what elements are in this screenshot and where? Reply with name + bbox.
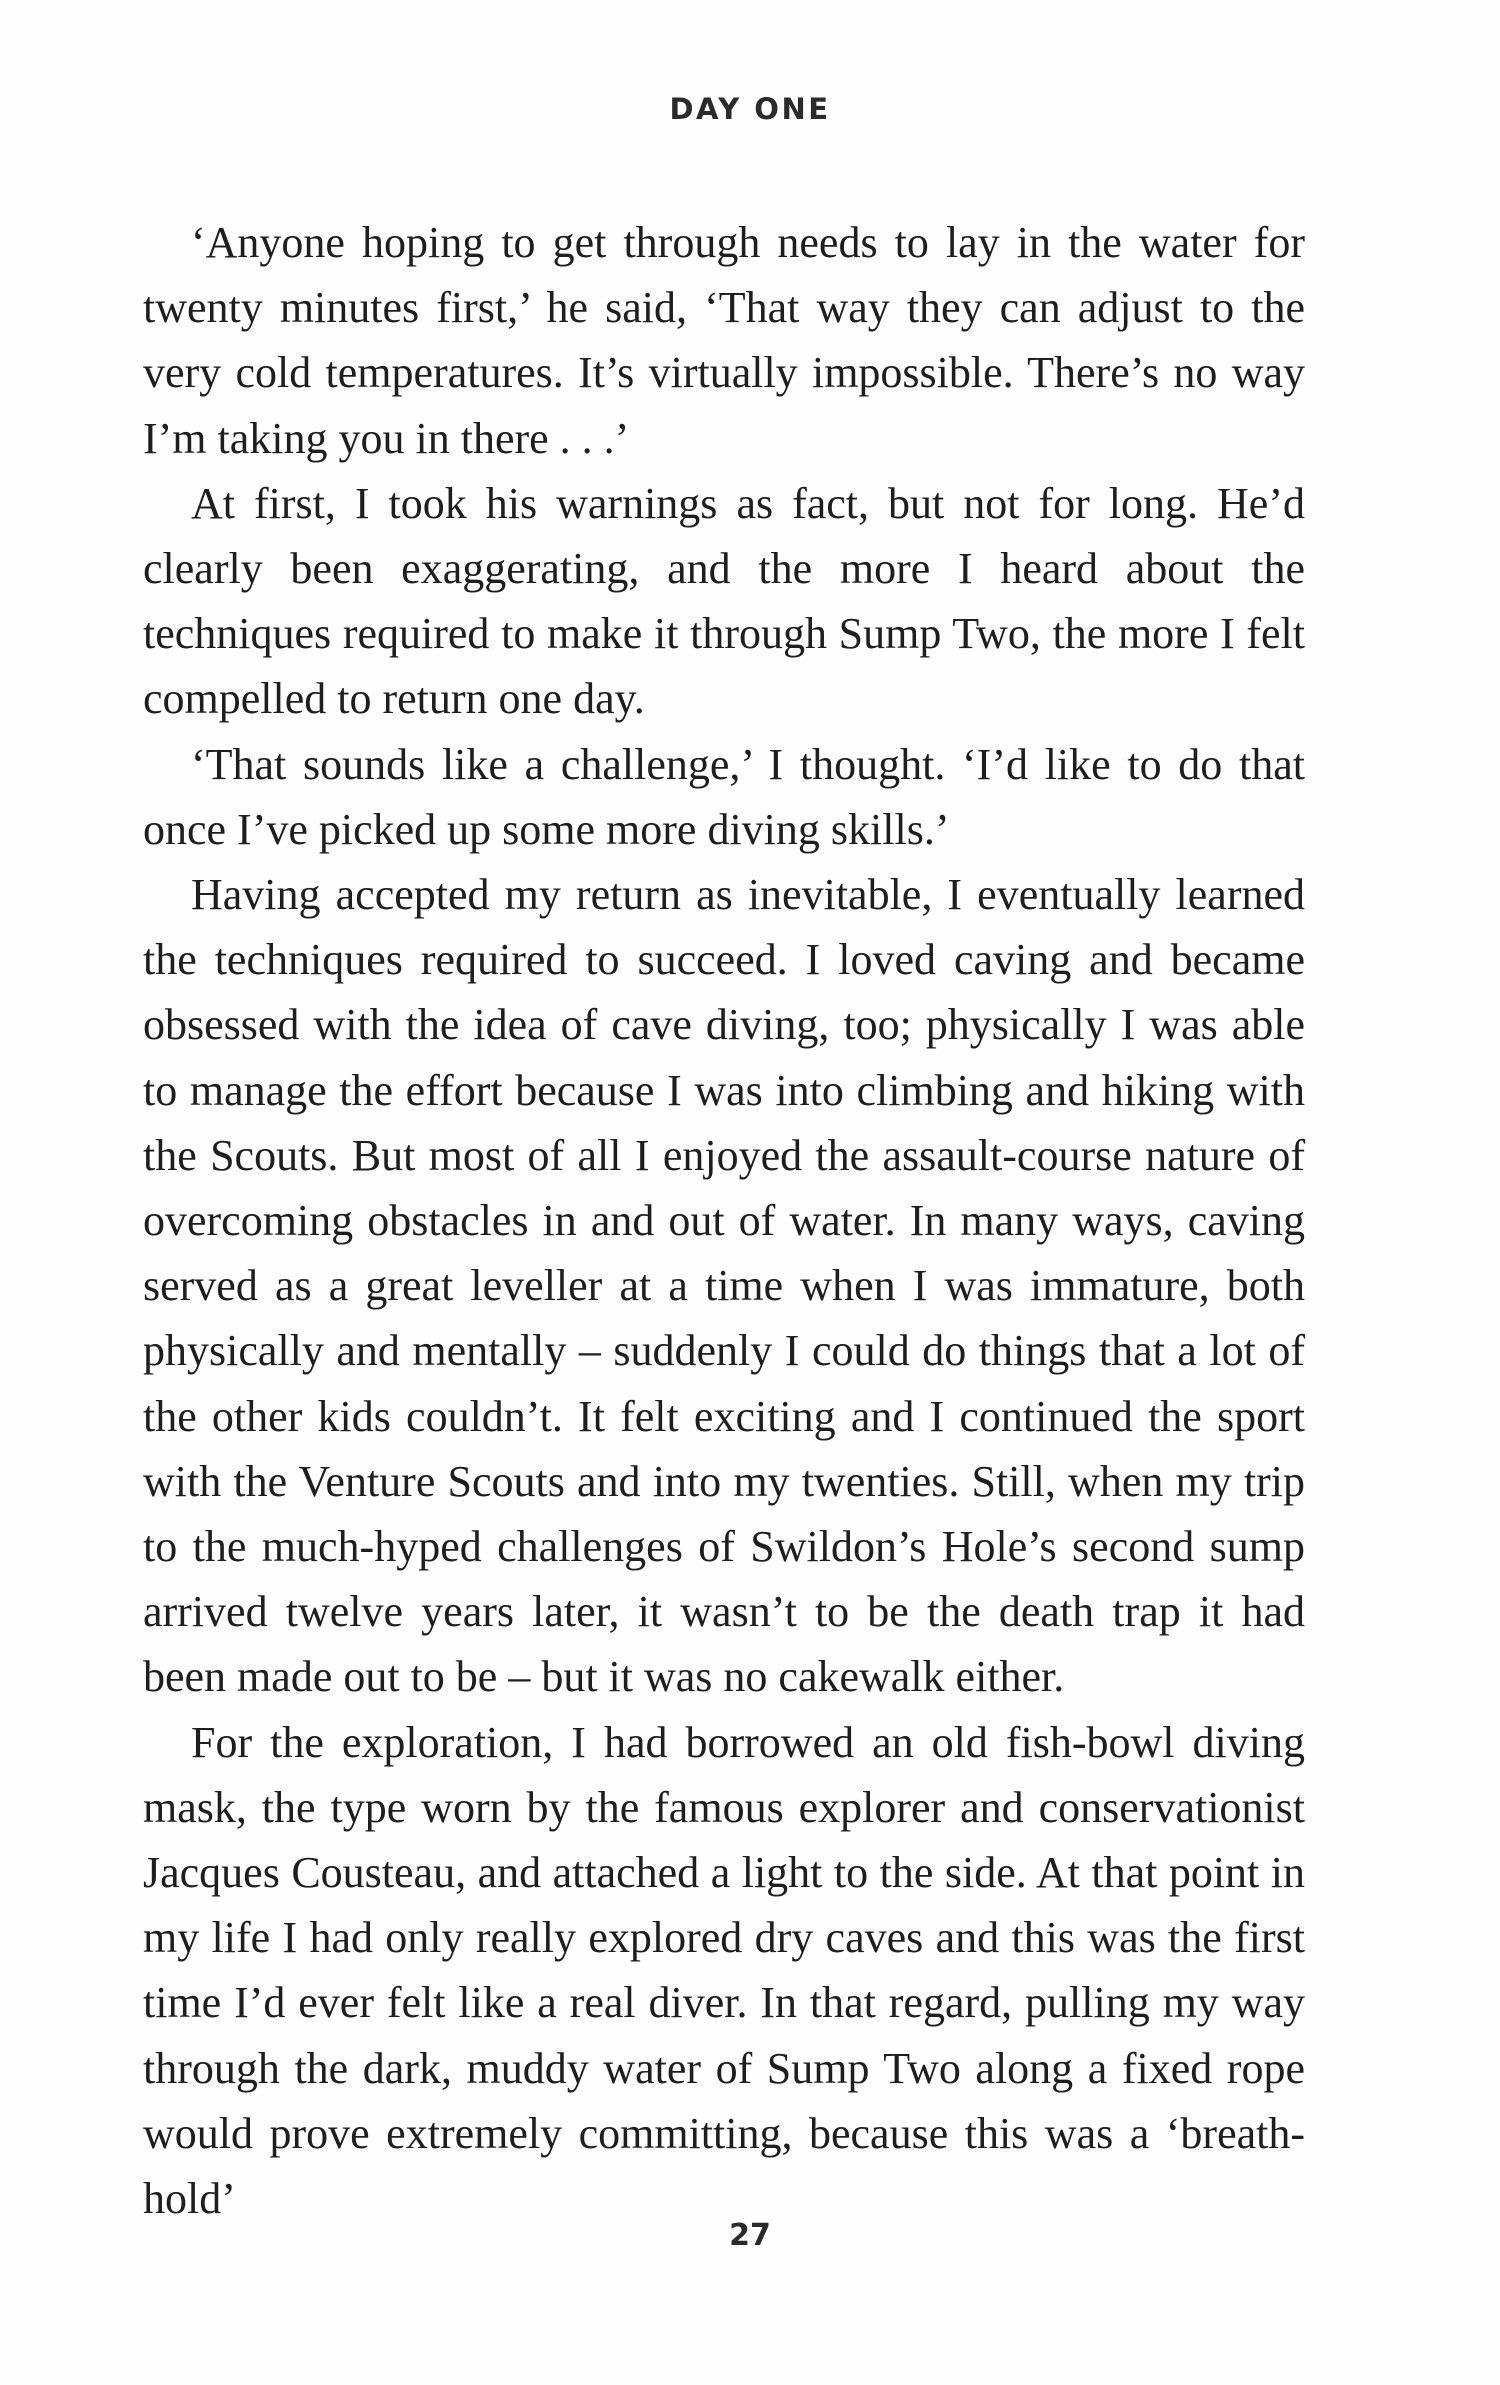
paragraph: ‘Anyone hoping to get through needs to lay in the water for twenty minutes first,’ he said, ‘That way they can adjust to the very cold temperatures. It’s virtually impossible. There’s no way I’m taking you in there . . .’ bbox=[143, 218, 1305, 463]
paragraph: Having accepted my return as inevitable, I eventually learned the techniques required to succeed. I loved caving and became obsessed with the idea of cave diving, too; physically I was able to manage the effort because I was into climbing and hiking with the Scouts. But most of all I enjoyed the assault-course nature of overcoming obstacles in and out of water. In many ways, caving served as a great leveller at a time when I was immature, both physically and mentally – suddenly I could do things that a lot of the other kids couldn’t. It felt exciting and I continued the sport with the Venture Scouts and into my twenties. Still, when my trip to the much-hyped challenges of Swildon’s Hole’s second sump arrived twelve years later, it wasn’t to be the death trap it had been made out to be – but it was no cakewalk either. bbox=[143, 870, 1305, 1702]
page-number: 27 bbox=[729, 2218, 771, 2253]
paragraph: At first, I took his warnings as fact, but not for long. He’d clearly been exaggerating, and the more I heard about the techniques required to make it through Sump Two, the more I felt compelled to return one day. bbox=[143, 478, 1305, 724]
paragraph: ‘That sounds like a challenge,’ I thought. ‘I’d like to do that once I’ve picked up some more diving skills.’ bbox=[143, 739, 1305, 854]
body-text bbox=[143, 210, 1305, 2231]
paragraph: For the exploration, I had borrowed an old fish-bowl diving mask, the type worn by the famous explorer and conservationist Jacques Cousteau, and attached a light to the side. At that point in my life I had only really explored dry caves and this was the first time I’d ever felt like a real diver. In that regard, pulling my way through the dark, muddy water of Sump Two along a fixed rope would prove extremely committing, because this was a ‘breath-hold’ bbox=[143, 1717, 1305, 2224]
running-head: DAY ONE bbox=[669, 92, 831, 126]
